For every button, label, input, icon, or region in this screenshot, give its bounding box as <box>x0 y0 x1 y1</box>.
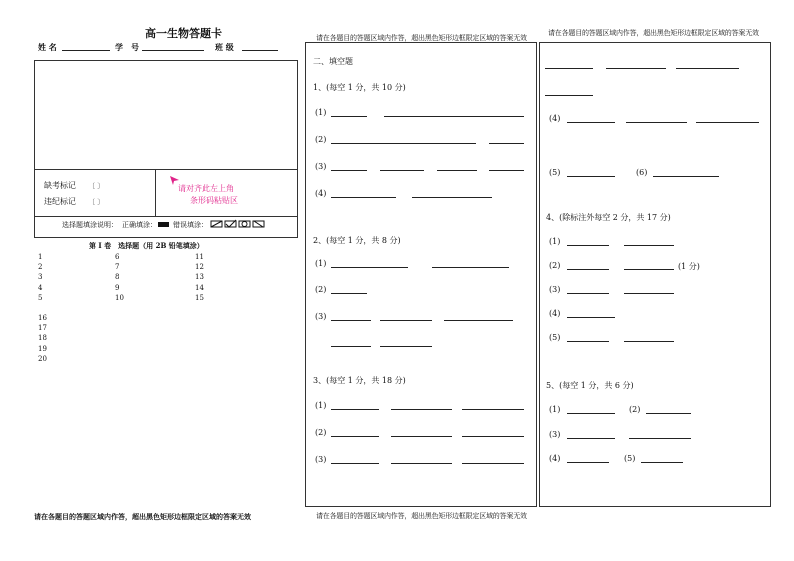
answer-blank[interactable] <box>331 267 408 268</box>
answer-blank[interactable] <box>567 438 615 439</box>
q4-title: 4、(除标注外每空 2 分，共 17 分) <box>546 213 671 222</box>
q4-n4: (4) <box>549 309 561 318</box>
info-box <box>34 60 298 238</box>
answer-blank[interactable] <box>380 320 432 321</box>
choice-num[interactable]: 18 <box>38 334 47 343</box>
q3-n4: (4) <box>549 114 561 123</box>
answer-blank[interactable] <box>331 293 367 294</box>
answer-blank[interactable] <box>444 320 513 321</box>
choice-num[interactable]: 17 <box>38 324 47 333</box>
fill-correct-label: 正确填涂： <box>122 221 157 229</box>
answer-blank[interactable] <box>629 438 691 439</box>
q5-n5: (5) <box>624 454 636 463</box>
choice-col-2 <box>115 252 124 303</box>
answer-blank[interactable] <box>567 293 609 294</box>
choice-num[interactable]: 5 <box>38 293 43 302</box>
q1-n2: (2) <box>315 135 327 144</box>
answer-blank[interactable] <box>331 116 367 117</box>
choice-num[interactable]: 9 <box>115 283 120 292</box>
q4-point-note: (1 分) <box>678 262 700 271</box>
answer-blank[interactable] <box>641 462 683 463</box>
q3-n6: (6) <box>636 168 648 177</box>
q3-n1: (1) <box>315 401 327 410</box>
choice-num[interactable]: 12 <box>195 263 204 272</box>
answer-blank[interactable] <box>331 197 396 198</box>
answer-blank[interactable] <box>331 143 476 144</box>
q1-n4: (4) <box>315 189 327 198</box>
answer-blank[interactable] <box>696 122 759 123</box>
q4-n1: (1) <box>549 237 561 246</box>
warning-mid-top: 请在各题目的答题区域内作答，超出黑色矩形边框限定区域的答案无效 <box>316 34 527 42</box>
q2-n1: (1) <box>315 259 327 268</box>
answer-blank[interactable] <box>391 409 452 410</box>
q5-n4: (4) <box>549 454 561 463</box>
student-id-field[interactable] <box>142 50 204 51</box>
answer-box-middle <box>305 42 537 507</box>
choice-num[interactable]: 2 <box>38 263 43 272</box>
answer-blank[interactable] <box>545 95 593 96</box>
answer-blank[interactable] <box>462 463 524 464</box>
answer-blank[interactable] <box>462 409 524 410</box>
answer-blank[interactable] <box>624 293 674 294</box>
answer-blank[interactable] <box>437 170 477 171</box>
q4-n3: (3) <box>549 285 561 294</box>
answer-blank[interactable] <box>606 68 666 69</box>
absent-mark-box[interactable]: 〔 〕 <box>88 182 105 190</box>
choice-num[interactable]: 20 <box>38 354 47 363</box>
answer-blank[interactable] <box>380 346 432 347</box>
page-title: 高一生物答题卡 <box>145 27 222 40</box>
name-field[interactable] <box>62 50 110 51</box>
answer-blank[interactable] <box>676 68 739 69</box>
answer-blank[interactable] <box>624 341 674 342</box>
answer-blank[interactable] <box>567 245 609 246</box>
warning-right-top: 请在各题目的答题区域内作答，超出黑色矩形边框限定区域的答案无效 <box>548 29 759 37</box>
absent-mark-label: 缺考标记 <box>44 181 76 190</box>
q1-title: 1、(每空 1 分，共 10 分) <box>313 83 406 92</box>
answer-blank[interactable] <box>331 320 371 321</box>
choice-num[interactable]: 3 <box>38 273 43 282</box>
q2-n2: (2) <box>315 285 327 294</box>
answer-blank[interactable] <box>567 317 615 318</box>
footer-warning-left: 请在各题目的答题区域内作答，超出黑色矩形边框限定区域的答案无效 <box>34 512 251 521</box>
answer-blank[interactable] <box>432 267 509 268</box>
answer-blank[interactable] <box>331 436 379 437</box>
answer-blank[interactable] <box>653 176 719 177</box>
q5-n2: (2) <box>629 405 641 414</box>
answer-blank[interactable] <box>646 413 691 414</box>
answer-blank[interactable] <box>331 409 379 410</box>
answer-blank[interactable] <box>567 462 609 463</box>
q3-n3: (3) <box>315 455 327 464</box>
q1-n1: (1) <box>315 108 327 117</box>
answer-blank[interactable] <box>567 269 609 270</box>
answer-blank[interactable] <box>331 170 367 171</box>
barcode-hint-1: 请对齐此左上角 <box>178 184 234 193</box>
choice-num[interactable]: 7 <box>115 263 120 272</box>
answer-blank[interactable] <box>391 436 452 437</box>
answer-blank[interactable] <box>391 463 452 464</box>
choice-num[interactable]: 11 <box>195 253 204 261</box>
class-label: 班 级 <box>215 42 234 52</box>
section-heading: 二、填空题 <box>313 57 353 66</box>
answer-blank[interactable] <box>384 116 524 117</box>
fill-divider <box>34 216 298 217</box>
student-id-label: 学 号 <box>115 42 139 52</box>
q5-n1: (1) <box>549 405 561 414</box>
answer-blank[interactable] <box>380 170 424 171</box>
correct-fill-sample <box>158 222 169 227</box>
q4-n5: (5) <box>549 333 561 342</box>
answer-blank[interactable] <box>624 269 674 270</box>
q2-n3: (3) <box>315 312 327 321</box>
choice-num[interactable]: 6 <box>115 253 120 261</box>
choice-num[interactable]: 14 <box>195 283 204 292</box>
q5-title: 5、(每空 1 分，共 6 分) <box>546 381 634 390</box>
name-label: 姓 名 <box>38 42 57 52</box>
q3-n5: (5) <box>549 168 561 177</box>
answer-blank[interactable] <box>331 346 371 347</box>
choice-num[interactable]: 13 <box>195 273 204 282</box>
answer-blank[interactable] <box>624 245 674 246</box>
answer-blank[interactable] <box>489 143 524 144</box>
choice-num[interactable]: 4 <box>38 283 43 292</box>
q4-n2: (2) <box>549 261 561 270</box>
violation-mark-label: 违纪标记 <box>44 197 76 206</box>
choice-col-1 <box>38 252 47 364</box>
choice-num[interactable]: 15 <box>195 293 204 302</box>
choice-num[interactable]: 8 <box>115 273 120 282</box>
answer-blank[interactable] <box>331 463 379 464</box>
answer-blank[interactable] <box>626 122 687 123</box>
choice-num[interactable]: 19 <box>38 344 47 353</box>
answer-blank[interactable] <box>489 170 524 171</box>
answer-blank[interactable] <box>567 413 615 414</box>
q3-title: 3、(每空 1 分，共 18 分) <box>313 376 406 385</box>
wrong-fill-samples-icon <box>210 219 268 229</box>
warning-mid-bottom: 请在各题目的答题区域内作答，超出黑色矩形边框限定区域的答案无效 <box>316 512 527 520</box>
barcode-hint-2: 条形码粘贴区 <box>190 196 238 205</box>
choice-num[interactable]: 10 <box>115 293 124 302</box>
choice-num[interactable]: 16 <box>38 314 47 323</box>
info-divider <box>34 169 298 170</box>
q5-n3: (3) <box>549 430 561 439</box>
choice-col-3 <box>195 252 204 303</box>
choice-gap <box>38 303 47 313</box>
q2-title: 2、(每空 1 分，共 8 分) <box>313 236 401 245</box>
answer-blank[interactable] <box>462 436 524 437</box>
q1-n3: (3) <box>315 162 327 171</box>
answer-blank[interactable] <box>567 176 615 177</box>
fill-note-label: 选择题填涂说明： <box>62 221 118 229</box>
answer-blank[interactable] <box>567 341 609 342</box>
barcode-divider <box>155 169 156 216</box>
answer-blank[interactable] <box>567 122 615 123</box>
fill-wrong-label: 错误填涂： <box>173 221 208 229</box>
violation-mark-box[interactable]: 〔 〕 <box>88 198 105 206</box>
class-field[interactable] <box>242 50 278 51</box>
choice-title: 第 I 卷 选择题（用 2B 铅笔填涂） <box>89 241 204 250</box>
answer-blank[interactable] <box>412 197 492 198</box>
answer-blank[interactable] <box>545 68 593 69</box>
choice-num[interactable]: 1 <box>38 253 43 261</box>
q3-n2: (2) <box>315 428 327 437</box>
